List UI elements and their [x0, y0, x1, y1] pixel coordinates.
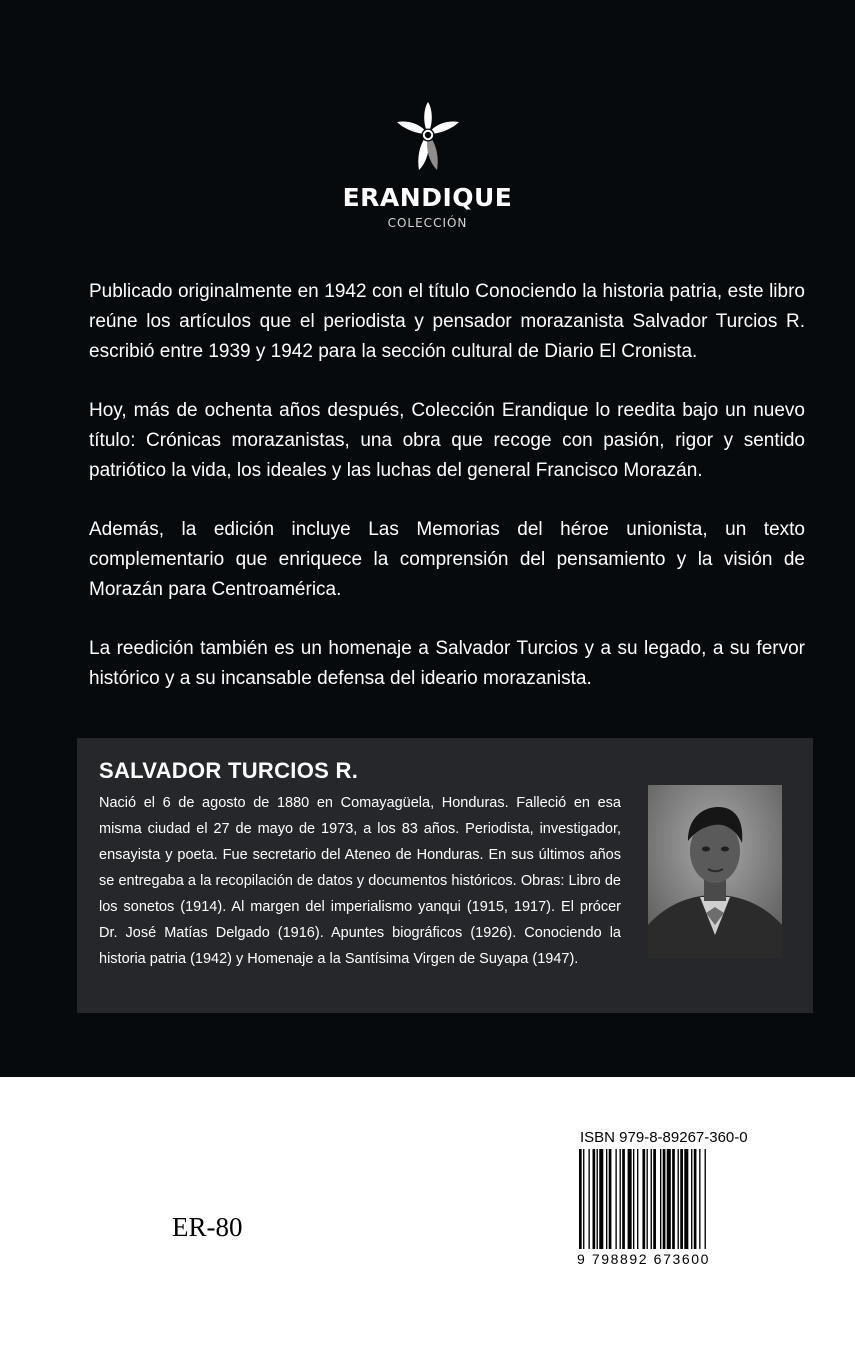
brand-logo: [0, 100, 855, 230]
barcode-bar: [633, 1149, 634, 1249]
barcode-bar: [593, 1149, 596, 1249]
barcode-bar: [653, 1149, 656, 1249]
brand-subtitle: COLECCIÓN: [387, 216, 468, 230]
barcode-bar: [684, 1149, 688, 1249]
barcode-bar: [694, 1149, 697, 1249]
barcode-bar: [672, 1149, 675, 1249]
barcode-bar: [588, 1149, 589, 1249]
barcode-bar: [651, 1149, 652, 1249]
barcode-bar: [597, 1149, 598, 1249]
brand-name: ERANDIQUE: [342, 183, 513, 212]
barcode-bar: [637, 1149, 638, 1249]
barcode-bar: [691, 1149, 692, 1249]
barcode-bar: [667, 1149, 671, 1249]
author-bio-box: [77, 738, 813, 1013]
barcode-bar: [642, 1149, 645, 1249]
barcode-bar: [705, 1149, 706, 1249]
author-name: SALVADOR TURCIOS R.: [99, 758, 359, 783]
barcode-icon: [577, 1149, 741, 1251]
flower-icon: [395, 100, 461, 172]
barcode-bar: [620, 1149, 621, 1249]
blurb: [89, 277, 805, 723]
blurb-paragraph: Hoy, más de ochenta años después, Colección Erandique lo reedita bajo un nuevo título: Crónicas morazanistas, una obra que recoge con pasión, rigor y sentido patriótico la vida, los ideales y las luchas del general Francisco Morazán.: [89, 400, 805, 481]
barcode-bar: [615, 1149, 616, 1249]
barcode-bar: [606, 1149, 607, 1249]
barcode-bar: [628, 1149, 632, 1249]
blurb-paragraph: Además, la edición incluye Las Memorias del héroe unionista, un texto complementario que enriquece la comprensión del pensamiento y la visión de Morazán para Centroamérica.: [89, 519, 805, 600]
blurb-paragraph: La reedición también es un homenaje a Salvador Turcios y a su legado, a su fervor histórico y a su incansable defensa del ideario morazanista.: [89, 638, 805, 689]
barcode-bar: [583, 1149, 584, 1249]
barcode-bar: [599, 1149, 603, 1249]
barcode-bar: [647, 1149, 648, 1249]
isbn-label: ISBN 979-8-89267-360-0: [580, 1129, 748, 1146]
barcode-bar: [622, 1149, 625, 1249]
barcode-bar: [678, 1149, 679, 1249]
barcode-bar: [609, 1149, 612, 1249]
back-footer: [0, 1077, 855, 1360]
barcode-bar: [663, 1149, 666, 1249]
isbn-digits: 9 798892 673600: [577, 1251, 710, 1267]
barcode-bar: [680, 1149, 683, 1249]
barcode-bar: [660, 1149, 661, 1249]
author-bio-text: Nació el 6 de agosto de 1880 en Comayagüela, Honduras. Falleció en esa misma ciudad el 27 de mayo de 1973, a los 83 años. Periodista, investigador, ensayista y poeta. Fue secretario del Ateneo de Honduras. En sus últimos años se entregaba a la recopilación de datos y documentos históricos. Obras: Libro de los sonetos (1914). Al margen del imperialismo yanqui (1915, 1917). El prócer Dr. José Matías Delgado (1916). Apuntes biográficos (1926). Conociendo la historia patria (1942) y Homenaje a la Santísima Virgen de Suyapa (1947).: [99, 795, 621, 967]
barcode-bar: [699, 1149, 700, 1249]
collection-code: ER-80: [172, 1212, 243, 1242]
author-photo: [648, 785, 782, 958]
blurb-paragraph: Publicado originalmente en 1942 con el título Conociendo la historia patria, este libro reúne los artículos que el periodista y pensador morazanista Salvador Turcios R. escribió entre 1939 y 1942 para la sección cultural de Diario El Cronista.: [89, 281, 805, 362]
barcode-bar: [579, 1149, 582, 1249]
